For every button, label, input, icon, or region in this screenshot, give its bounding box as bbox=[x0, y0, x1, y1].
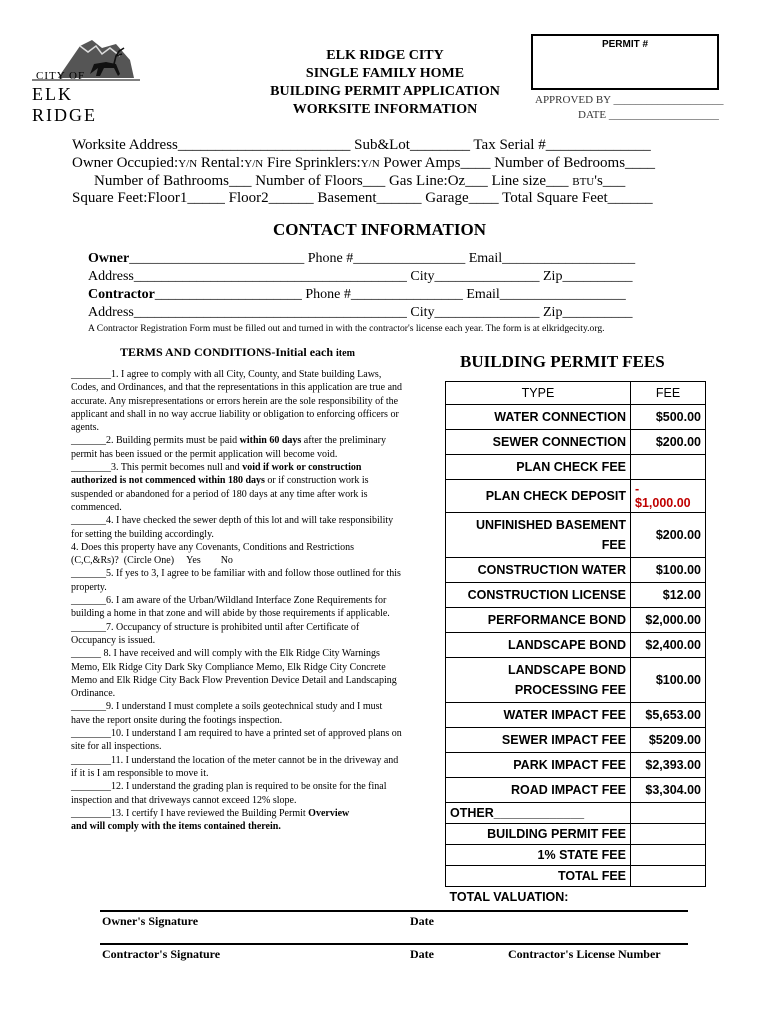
contractor-license-label: Contractor's License Number bbox=[508, 947, 661, 961]
fee-type-cell: UNFINISHED BASEMENT FEE bbox=[446, 513, 631, 558]
permit-number-label: PERMIT # bbox=[601, 39, 649, 50]
fire-sprinklers-label: Fire Sprinklers: bbox=[263, 155, 361, 171]
owner-row[interactable] bbox=[88, 250, 635, 268]
page-title bbox=[250, 47, 520, 119]
term-2-c: after the preliminary permit has been issued or the permit application will become void. bbox=[71, 435, 386, 460]
fee-type-cell: PERFORMANCE BOND bbox=[446, 608, 631, 633]
state-fee-row: 1% STATE FEE bbox=[446, 845, 631, 866]
fee-amount-cell: $2,393.00 bbox=[631, 753, 706, 778]
signature-line-2[interactable] bbox=[100, 943, 688, 945]
contractor-row[interactable] bbox=[88, 286, 626, 304]
approved-date-field[interactable]: DATE ____________________ bbox=[578, 109, 719, 121]
terms-title-text: TERMS AND CONDITIONS-Initial each bbox=[120, 345, 334, 359]
approved-by-field[interactable]: APPROVED BY ____________________ bbox=[535, 94, 724, 106]
fees-title: BUILDING PERMIT FEES bbox=[460, 352, 665, 371]
term-3-b: void if work or construction authorized is not commenced within 180 days bbox=[71, 462, 362, 487]
term-12[interactable]: ________12. I understand the grading plan is required to be onsite for the final inspection and that driveways cannot exceed 12% slope. bbox=[71, 781, 387, 806]
contact-section-title: CONTACT INFORMATION bbox=[273, 220, 486, 239]
title-line-4: WORKSITE INFORMATION bbox=[292, 102, 478, 117]
fees-table bbox=[445, 381, 706, 907]
bathrooms-floors-gas-fields[interactable]: Number of Bathrooms___ Number of Floors___ Gas Line:Oz___ Line size___ bbox=[94, 173, 573, 189]
fee-type-cell: WATER IMPACT FEE bbox=[446, 703, 631, 728]
worksite-row-1[interactable]: Worksite Address_______________________ Sub&Lot________ Tax Serial #______________ bbox=[72, 137, 651, 153]
term-11[interactable]: ________11. I understand the location of the meter cannot be in the driveway and if it is I am responsible to move it. bbox=[71, 754, 399, 779]
fee-type-cell: PARK IMPACT FEE bbox=[446, 753, 631, 778]
contractor-fields[interactable]: _____________________ Phone #________________ Email__________________ bbox=[154, 287, 626, 302]
term-2-a: _______2. Building permits must be paid bbox=[71, 435, 240, 447]
term-3[interactable] bbox=[71, 461, 403, 514]
fee-amount-cell: $3,304.00 bbox=[631, 778, 706, 803]
signature-line-1[interactable] bbox=[100, 910, 688, 912]
btu-label: BTU bbox=[572, 176, 595, 188]
term-8[interactable]: ______ 8. I have received and will comply with the Elk Ridge City Warnings Memo, Elk Ridge City Dark Sky Compliance Memo, Elk Ridge City Concrete Memo and Elk Ridge City Back Flow Prevention Device Detail and Landscaping Ordinance. bbox=[71, 648, 397, 700]
term-3-c: or if construction work is suspended or abandoned for a period of 180 days at any time after work is commenced. bbox=[71, 475, 369, 513]
total-fee-cell[interactable] bbox=[631, 866, 706, 887]
building-permit-fee-cell[interactable] bbox=[631, 824, 706, 845]
fee-amount-cell: $200.00 bbox=[631, 430, 706, 455]
fee-type-cell: WATER CONNECTION bbox=[446, 405, 631, 430]
fee-type-cell: LANDSCAPE BOND bbox=[446, 633, 631, 658]
fee-amount-cell: - $1,000.00 bbox=[631, 480, 706, 513]
fee-row bbox=[446, 703, 706, 728]
state-fee-cell[interactable] bbox=[631, 845, 706, 866]
fee-row bbox=[446, 778, 706, 803]
fee-type-cell: CONSTRUCTION LICENSE bbox=[446, 583, 631, 608]
owner-fields[interactable]: _________________________ Phone #________________ Email___________________ bbox=[129, 251, 636, 266]
contractor-registration-note: A Contractor Registration Form must be filled out and turned in with the contractor's license each year. The form is at elkridgecity.org. bbox=[88, 323, 605, 334]
term-10[interactable]: ________10. I understand I am required to have a printed set of approved plans on site for all inspections. bbox=[71, 728, 402, 753]
fee-row bbox=[446, 633, 706, 658]
fee-amount-cell: $5,653.00 bbox=[631, 703, 706, 728]
term-4[interactable]: _______4. I have checked the sewer depth of this lot and will take responsibility for setting the building accordingly. bbox=[71, 515, 394, 540]
fee-type-cell: LANDSCAPE BOND PROCESSING FEE bbox=[446, 658, 631, 703]
fee-amount-cell: $2,000.00 bbox=[631, 608, 706, 633]
terms-list bbox=[71, 368, 403, 833]
fee-type-cell: PLAN CHECK FEE bbox=[446, 455, 631, 480]
title-line-1: ELK RIDGE CITY bbox=[326, 48, 444, 63]
term-7[interactable]: _______7. Occupancy of structure is prohibited until after Certificate of Occupancy is issued. bbox=[71, 621, 360, 646]
fee-amount-cell: $200.00 bbox=[631, 513, 706, 558]
fee-row bbox=[446, 513, 706, 558]
fee-row bbox=[446, 583, 706, 608]
fee-type-cell: CONSTRUCTION WATER bbox=[446, 558, 631, 583]
owner-date-label: Date bbox=[410, 914, 434, 928]
building-permit-fee-row: BUILDING PERMIT FEE bbox=[446, 824, 631, 845]
term-9[interactable]: _______9. I understand I must complete a soils geotechnical study and I must have the report onsite during the footings inspection. bbox=[71, 701, 383, 726]
worksite-row-2[interactable] bbox=[72, 154, 655, 173]
total-valuation-row[interactable]: TOTAL VALUATION: bbox=[449, 890, 569, 904]
terms-title bbox=[120, 345, 355, 360]
term-13-c: and will comply with the items contained therein. bbox=[71, 821, 281, 833]
other-fee-cell[interactable] bbox=[631, 803, 706, 824]
term-13-a: ________13. I certify I have reviewed the Building Permit bbox=[71, 807, 309, 819]
fee-row bbox=[446, 480, 706, 513]
owner-address-row[interactable]: Address_______________________________________ City_______________ Zip__________ bbox=[88, 269, 633, 284]
other-row[interactable]: OTHER_____________ bbox=[446, 803, 631, 824]
fee-amount-cell: $5209.00 bbox=[631, 728, 706, 753]
fee-amount-cell: $500.00 bbox=[631, 405, 706, 430]
title-line-3: BUILDING PERMIT APPLICATION bbox=[270, 84, 500, 99]
contractor-date-label: Date bbox=[410, 947, 434, 961]
term-1[interactable]: ________1. I agree to comply with all City, County, and State building Laws, Codes, and Ordinances, and that the representations in this application are true and accurate. Any misrepresentations or errors herein are the sole responsibility of the applicant and shall in no way accrue liability or obligation to enforcing officers or agents. bbox=[71, 369, 403, 434]
term-5[interactable]: _______5. If yes to 3, I agree to be familiar with and follow those outlined for this property. bbox=[71, 568, 401, 593]
rental-label: Rental: bbox=[197, 155, 245, 171]
owner-occupied-label: Owner Occupied: bbox=[72, 155, 179, 171]
rental-yn[interactable]: Y/N bbox=[244, 158, 264, 170]
term-2[interactable] bbox=[71, 434, 403, 461]
fee-row bbox=[446, 608, 706, 633]
title-line-2: SINGLE FAMILY HOME bbox=[305, 66, 465, 81]
term-4-question[interactable]: 4. Does this property have any Covenants, Conditions and Restrictions (C,C,&Rs)? (Circle One) Yes No bbox=[71, 541, 357, 567]
city-logo bbox=[30, 34, 142, 125]
fee-row bbox=[446, 405, 706, 430]
logo-city-of: CITY OF bbox=[36, 70, 86, 82]
worksite-row-4[interactable]: Square Feet:Floor1_____ Floor2______ Basement______ Garage____ Total Square Feet______ bbox=[72, 190, 653, 206]
fee-row bbox=[446, 753, 706, 778]
fee-type-cell: PLAN CHECK DEPOSIT bbox=[446, 480, 631, 513]
terms-title-item: item bbox=[336, 348, 355, 359]
owner-label: Owner bbox=[88, 251, 130, 266]
fee-amount-cell: $2,400.00 bbox=[631, 633, 706, 658]
power-bedrooms-fields[interactable]: Power Amps____ Number of Bedrooms____ bbox=[379, 155, 656, 171]
fee-amount-cell: $12.00 bbox=[631, 583, 706, 608]
fee-row bbox=[446, 558, 706, 583]
fees-col-fee: FEE bbox=[631, 382, 706, 405]
btu-field[interactable]: 's___ bbox=[594, 173, 626, 189]
fee-row bbox=[446, 430, 706, 455]
fee-amount-cell: $100.00 bbox=[631, 558, 706, 583]
owner-occupied-yn[interactable]: Y/N bbox=[178, 158, 198, 170]
term-13[interactable] bbox=[71, 807, 403, 834]
logo-elk-ridge: ELK RIDGE bbox=[32, 84, 97, 125]
fee-type-cell: SEWER CONNECTION bbox=[446, 430, 631, 455]
fee-amount-cell: $100.00 bbox=[631, 658, 706, 703]
fees-table-wrap bbox=[445, 381, 706, 907]
fee-row bbox=[446, 728, 706, 753]
term-6[interactable]: _______6. I am aware of the Urban/Wildland Interface Zone Requirements for building a home in that zone and will abide by those requirements if applicable. bbox=[71, 595, 390, 620]
contractor-address-row[interactable]: Address_______________________________________ City_______________ Zip__________ bbox=[88, 305, 633, 320]
fire-sprinklers-yn[interactable]: Y/N bbox=[360, 158, 380, 170]
contractor-signature-label: Contractor's Signature bbox=[102, 947, 221, 961]
fee-type-cell: SEWER IMPACT FEE bbox=[446, 728, 631, 753]
fees-col-type: TYPE bbox=[446, 382, 631, 405]
total-fee-row: TOTAL FEE bbox=[446, 866, 631, 887]
fee-type-cell: ROAD IMPACT FEE bbox=[446, 778, 631, 803]
contractor-label: Contractor bbox=[88, 287, 155, 302]
fee-row bbox=[446, 658, 706, 703]
permit-number-box[interactable] bbox=[531, 34, 719, 90]
term-2-b: within 60 days bbox=[239, 435, 302, 447]
fee-row bbox=[446, 455, 706, 480]
term-13-b: Overview bbox=[308, 807, 350, 819]
term-3-a: ________3. This permit becomes null and bbox=[71, 462, 243, 474]
fee-amount-cell bbox=[631, 455, 706, 480]
owner-signature-label: Owner's Signature bbox=[102, 914, 199, 928]
